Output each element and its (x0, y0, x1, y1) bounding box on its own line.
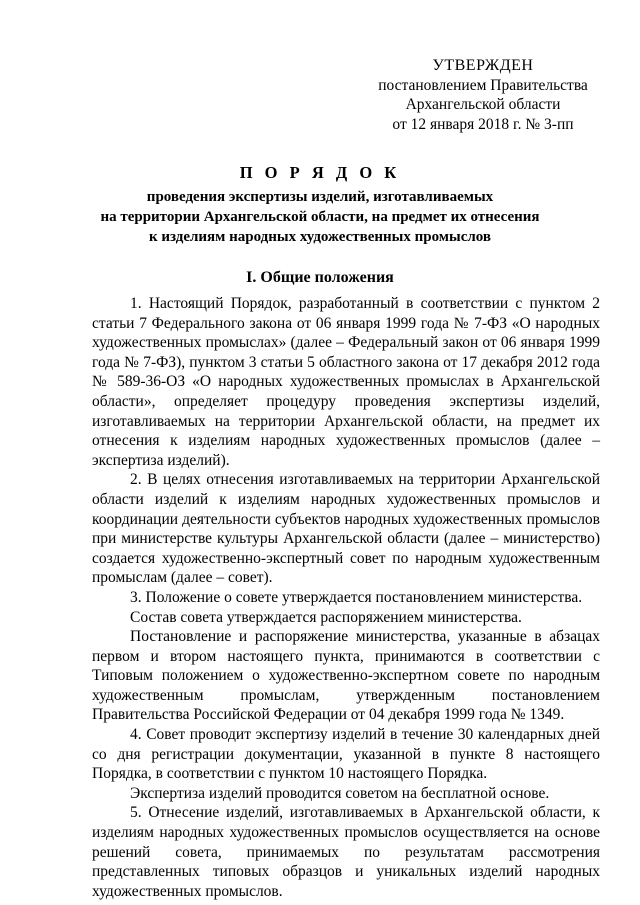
approval-line-1: постановлением Правительства (378, 76, 588, 94)
paragraph-5: 5. Отнесение изделий, изготавливаемых в Архангельской области, к изделиям народных художественных промыслов осуществляется на основе решений совета, принимаемых по результатам рассмотрения представленных типовых образцов и уникальных изделий народных художественных промыслов. (92, 804, 600, 900)
approval-stamp (360, 56, 606, 134)
paragraph-3: 3. Положение о совете утверждается постановлением министерства. (130, 588, 583, 606)
approval-heading: УТВЕРЖДЕН (432, 57, 534, 74)
paragraph-1: 1. Настоящий Порядок, разработанный в соответствии с пунктом 2 статьи 7 Федерального закона от 06 января 1999 года № 7-ФЗ «О народных художественных промыслах» (далее – Федеральный закон от 06 января 1999 года № 7-ФЗ), пунктом 3 статьи 5 областного закона от 17 декабря 2012 года № 589-36-ОЗ «О народных художественных промыслах в Архангельской области», определяет процедуру проведения экспертизы изделий, изготавливаемых на территории Архангельской области, на предмет их отнесения к изделиям народных художественных промыслов (далее – экспертиза изделий). (92, 295, 600, 469)
title-line-2: на территории Архангельской области, на предмет их отнесения (100, 209, 540, 225)
paragraph-4-free-basis: Экспертиза изделий проводится советом на бесплатной основе. (130, 784, 550, 802)
paragraph-2: 2. В целях отнесения изготавливаемых на территории Архангельской области изделий к изделиям народных художественных промыслов и координации деятельности субъектов народных художественных промыслов при министерстве культуры Архангельской области (далее – министерство) создается художественно-экспертный совет по народным художественным промыслам (далее – совет). (92, 471, 600, 587)
paragraph-3-composition: Состав совета утверждается распоряжением министерства. (130, 608, 522, 626)
title-line-3: к изделиям народных художественных промыслов (148, 229, 492, 245)
paragraph-3-regulations: Постановление и распоряжение министерства, указанные в абзацах первом и втором настоящего пункта, принимаются в соответствии с Типовым положением о художественно-экспертном совете по народным художественным промыслам, утвержденным постановлением Правительства Российской Федерации от 04 декабря 1999 года № 1349. (92, 628, 600, 724)
section-heading: I. Общие положения (246, 269, 394, 286)
approval-line-3: от 12 января 2018 г. № 3-пп (392, 115, 574, 133)
document-title (100, 163, 540, 247)
document-body (92, 294, 600, 901)
paragraph-4: 4. Совет проводит экспертизу изделий в течение 30 календарных дней со дня регистрации документации, указанной в пункте 8 настоящего Порядка, в соответствии с пунктом 10 настоящего Порядка. (92, 726, 600, 783)
title-line-1: проведения экспертизы изделий, изготавливаемых (146, 189, 494, 205)
approval-line-2: Архангельской области (405, 96, 561, 113)
title-main: П О Р Я Д О К (239, 163, 401, 182)
